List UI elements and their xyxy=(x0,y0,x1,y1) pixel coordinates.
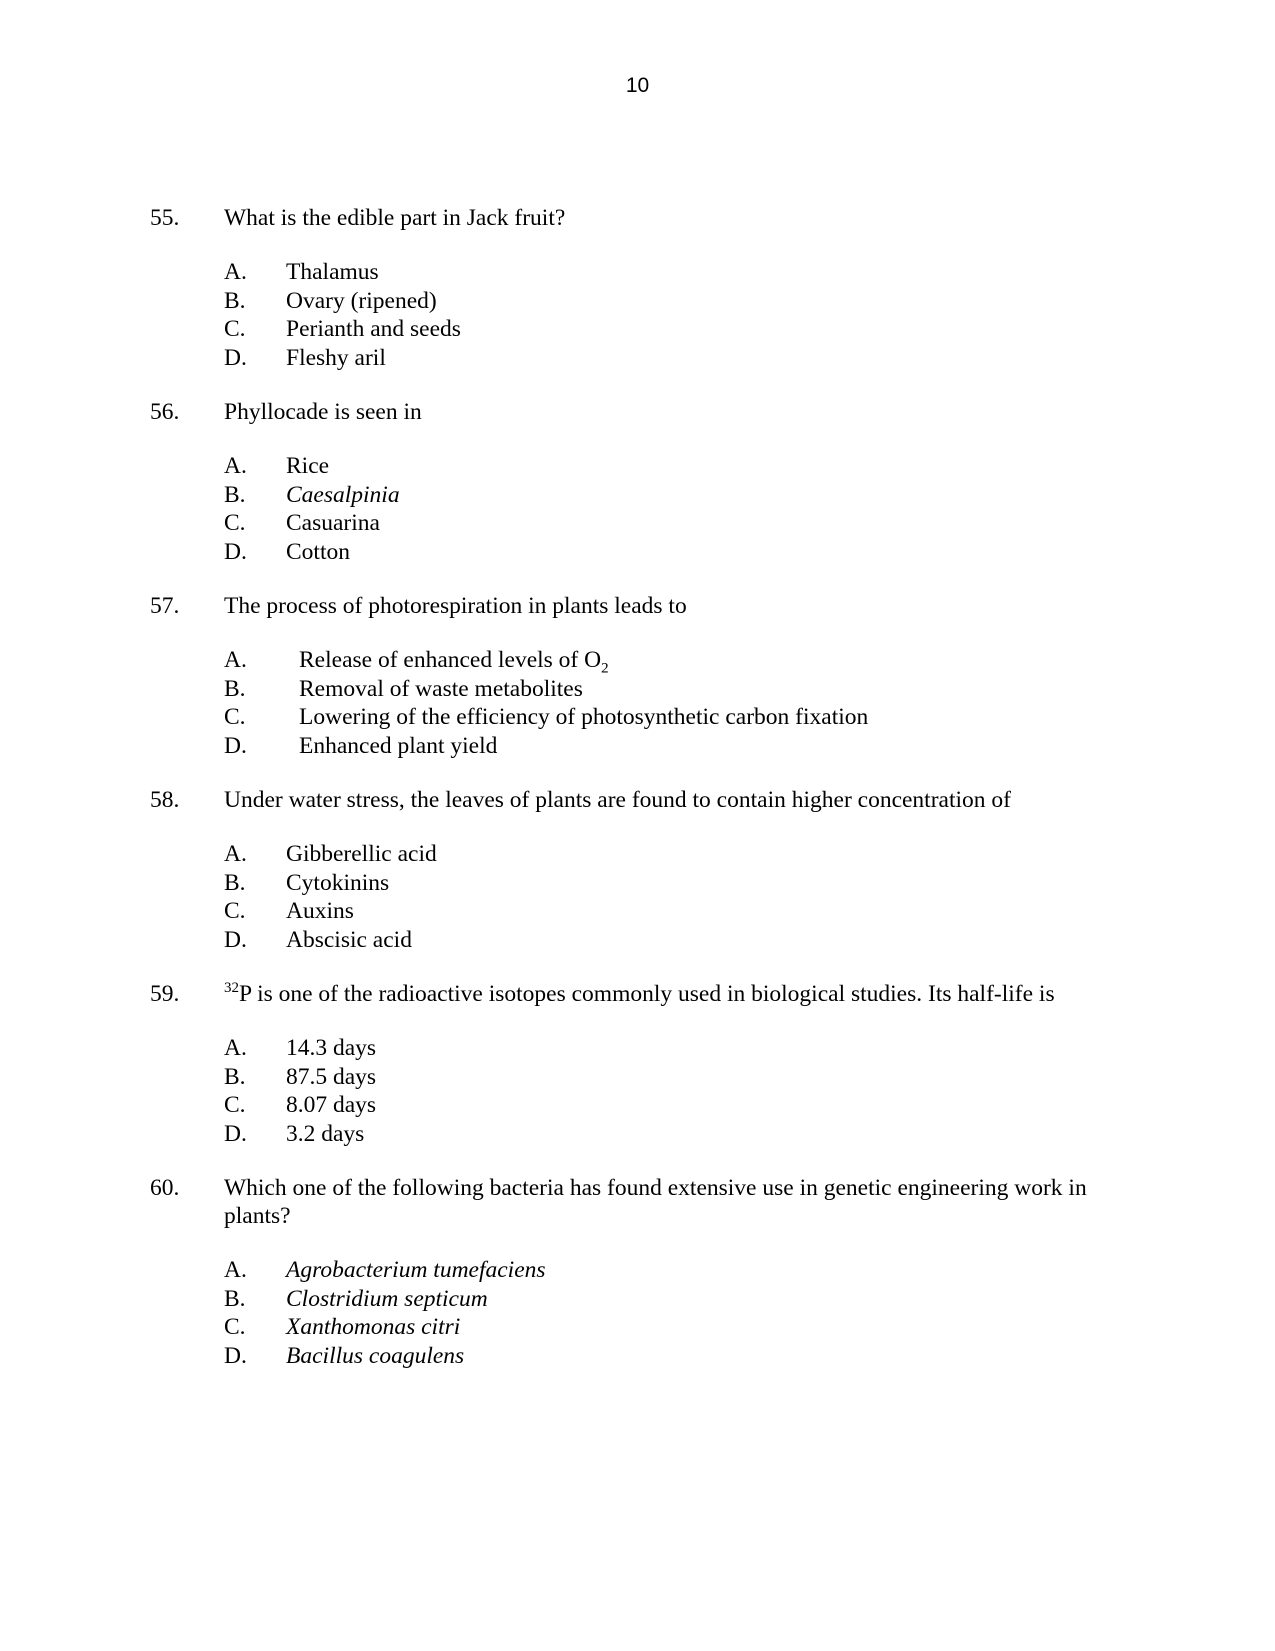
question-57 xyxy=(150,592,1140,760)
option-letter: A. xyxy=(224,841,247,867)
option-b xyxy=(224,1063,1140,1092)
option-text: 87.5 days xyxy=(286,1063,377,1090)
option-d xyxy=(224,1342,1140,1371)
option-text: 8.07 days xyxy=(286,1092,377,1118)
subscript: 2 xyxy=(601,660,609,677)
question-56 xyxy=(150,398,1140,566)
option-list xyxy=(150,258,1140,372)
option-letter: B. xyxy=(224,1063,246,1090)
option-letter: A. xyxy=(224,259,247,285)
option-text: Cytokinins xyxy=(286,869,390,896)
option-a xyxy=(224,258,1140,287)
option-letter: D. xyxy=(224,732,247,759)
option-letter: D. xyxy=(224,926,247,953)
option-list xyxy=(150,1034,1140,1148)
question-number: 58. xyxy=(150,787,180,813)
question-number: 55. xyxy=(150,205,180,231)
option-letter: C. xyxy=(224,704,246,730)
question-text: P is one of the radioactive isotopes commonly used in biological studies. Its half-life is xyxy=(239,981,1055,1007)
option-letter: A. xyxy=(224,1035,247,1061)
option-c xyxy=(224,1313,1140,1342)
option-letter: B. xyxy=(224,675,246,702)
question-stem xyxy=(150,980,1140,1008)
option-letter: B. xyxy=(224,287,246,314)
option-b xyxy=(224,1285,1140,1314)
option-letter: C. xyxy=(224,1314,246,1340)
option-c xyxy=(224,1091,1140,1120)
question-list xyxy=(150,204,1140,1396)
option-letter: D. xyxy=(224,344,247,371)
option-letter: D. xyxy=(224,1342,247,1369)
option-c xyxy=(224,897,1140,926)
option-list xyxy=(150,646,1140,760)
question-stem xyxy=(150,592,1140,620)
option-text: Auxins xyxy=(286,898,354,924)
option-letter: A. xyxy=(224,453,247,479)
option-b xyxy=(224,287,1140,316)
option-d xyxy=(224,926,1140,955)
option-text: 14.3 days xyxy=(286,1035,377,1061)
option-a xyxy=(224,452,1140,481)
option-letter: B. xyxy=(224,481,246,508)
option-text: Bacillus coagulens xyxy=(286,1342,465,1369)
option-b xyxy=(224,869,1140,898)
option-a xyxy=(224,840,1140,869)
option-b xyxy=(224,675,1140,704)
option-text: Gibberellic acid xyxy=(286,841,437,867)
option-b xyxy=(224,481,1140,510)
question-text: What is the edible part in Jack fruit? xyxy=(224,205,566,231)
option-text-main: Release of enhanced levels of O xyxy=(299,647,602,673)
question-number: 60. xyxy=(150,1175,180,1201)
question-stem xyxy=(150,1174,1140,1230)
question-55 xyxy=(150,204,1140,372)
option-text: Xanthomonas citri xyxy=(286,1314,461,1340)
option-text: Rice xyxy=(286,453,330,479)
option-c xyxy=(224,315,1140,344)
question-stem xyxy=(150,786,1140,814)
option-letter: C. xyxy=(224,898,246,924)
option-letter: D. xyxy=(224,1120,247,1147)
option-d xyxy=(224,1120,1140,1149)
option-text: Abscisic acid xyxy=(286,926,412,953)
option-text: Caesalpinia xyxy=(286,481,400,508)
option-text: Perianth and seeds xyxy=(286,316,461,342)
option-text: Casuarina xyxy=(286,510,380,536)
option-text: Thalamus xyxy=(286,259,379,285)
option-letter: C. xyxy=(224,1092,246,1118)
option-text: 3.2 days xyxy=(286,1120,365,1147)
option-a xyxy=(224,1034,1140,1063)
option-c xyxy=(224,509,1140,538)
question-number: 57. xyxy=(150,593,180,619)
question-59 xyxy=(150,980,1140,1148)
option-letter: B. xyxy=(224,1285,246,1312)
question-stem xyxy=(150,398,1140,426)
option-list xyxy=(150,1256,1140,1370)
option-letter: C. xyxy=(224,510,246,536)
option-letter: D. xyxy=(224,538,247,565)
option-a xyxy=(224,646,1140,675)
option-text: Agrobacterium tumefaciens xyxy=(286,1257,546,1283)
question-text: Phyllocade is seen in xyxy=(224,399,422,425)
option-text xyxy=(299,646,609,675)
question-text: The process of photorespiration in plants leads to xyxy=(224,593,687,619)
question-text: Under water stress, the leaves of plants are found to contain higher concentration of xyxy=(224,787,1011,813)
option-text: Removal of waste metabolites xyxy=(299,675,583,702)
option-text: Fleshy aril xyxy=(286,344,386,371)
option-letter: C. xyxy=(224,316,246,342)
superscript: 32 xyxy=(224,980,239,997)
option-text: Cotton xyxy=(286,538,350,565)
option-d xyxy=(224,344,1140,373)
option-c xyxy=(224,703,1140,732)
option-letter: A. xyxy=(224,1257,247,1283)
option-letter: A. xyxy=(224,647,247,673)
option-text: Enhanced plant yield xyxy=(299,732,498,759)
option-letter: B. xyxy=(224,869,246,896)
option-text: Ovary (ripened) xyxy=(286,287,437,314)
option-a xyxy=(224,1256,1140,1285)
option-text: Lowering of the efficiency of photosynthetic carbon fixation xyxy=(299,704,869,730)
question-number: 59. xyxy=(150,981,180,1007)
option-list xyxy=(150,840,1140,954)
question-58 xyxy=(150,786,1140,954)
option-list xyxy=(150,452,1140,566)
option-text: Clostridium septicum xyxy=(286,1285,488,1312)
page-number: 10 xyxy=(625,74,650,97)
option-d xyxy=(224,538,1140,567)
question-60 xyxy=(150,1174,1140,1370)
question-text: Which one of the following bacteria has found extensive use in genetic engineering work in plants? xyxy=(224,1175,1087,1229)
option-d xyxy=(224,732,1140,761)
question-stem xyxy=(150,204,1140,232)
question-number: 56. xyxy=(150,399,180,425)
